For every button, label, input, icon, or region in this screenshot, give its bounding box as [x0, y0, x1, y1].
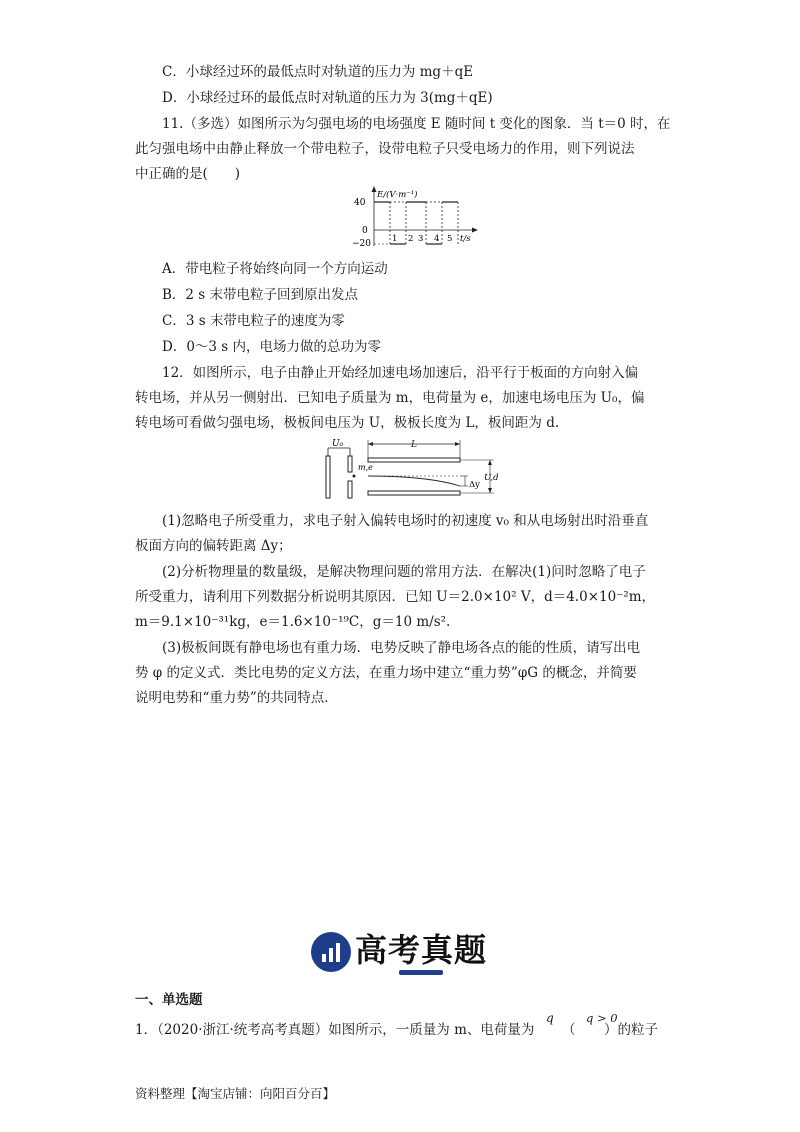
q10-option-d: D．小球经过环的最低点时对轨道的压力为 3(mg＋qE) [162, 90, 493, 106]
q10-option-c: C．小球经过环的最低点时对轨道的压力为 mg＋qE [162, 64, 474, 80]
section-q1-cond: q > 0 [586, 1011, 618, 1025]
q11-graph-ylabel: E/(V·m⁻¹) [377, 190, 418, 200]
q11-graph-y-top: 40 [354, 198, 366, 208]
q11-option-d: D．0～3 s 内，电场力做的总功为零 [162, 339, 382, 355]
q12-label-ud: U,d [484, 473, 499, 483]
q12-sub3-line1: (3)极板间既有静电场也有重力场．电势反映了静电场各点的能的性质，请写出电 [162, 640, 641, 656]
q12-sub1-line2: 板面方向的偏转距离 Δy； [135, 538, 292, 554]
q11-option-c: C．3 s 末带电粒子的速度为零 [162, 313, 345, 329]
q11-stem-line2: 此匀强电场中由静止释放一个带电粒子，设带电粒子只受电场力的作用，则下列说法 [135, 141, 635, 157]
section-q1-stem: 1．（2020·浙江·统考高考真题）如图所示，一质量为 m、电荷量为 [135, 1022, 535, 1038]
q11-graph-x-tick-1: 1 [392, 234, 398, 244]
q12-label-u0: U₀ [332, 439, 344, 449]
q12-deflection-diagram [318, 436, 508, 504]
q12-sub3-line2: 势 φ 的定义式．类比电势的定义方法，在重力场中建立“重力势”φG 的概念，并简要 [135, 665, 637, 681]
banner-title: 高考真题 [355, 931, 488, 969]
section-heading: 一、单选题 [135, 992, 203, 1008]
q11-graph-y-bottom: −20 [352, 239, 371, 249]
section-q1-q: q [546, 1011, 554, 1025]
q12-sub1-line1: (1)忽略电子所受重力，求电子射入偏转电场时的初速度 v₀ 和从电场射出时沿垂直 [162, 513, 649, 529]
section-q1-close: ）的粒子 [604, 1022, 658, 1038]
q11-graph-x-tick-4: 4 [434, 234, 440, 244]
q12-stem-line2: 转电场，并从另一侧射出．已知电子质量为 m，电荷量为 e，加速电场电压为 U₀，偏 [135, 390, 645, 406]
bar-chart-icon [311, 932, 351, 972]
gaokao-banner [311, 930, 491, 978]
q12-label-l: L [411, 440, 417, 450]
q12-sub2-line3: m＝9.1×10⁻³¹kg，e＝1.6×10⁻¹⁹C，g＝10 m/s². [135, 614, 451, 630]
q11-stem-line3: 中正确的是( ) [135, 166, 241, 182]
q11-graph-x-tick-2: 2 [408, 234, 414, 244]
q11-graph-x-tick-3: 3 [418, 234, 424, 244]
q12-stem-line3: 转电场可看做匀强电场，极板间电压为 U，极板长度为 L，板间距为 d. [135, 415, 560, 431]
q11-graph-y-zero: 0 [362, 226, 368, 236]
q12-stem-line1: 12．如图所示，电子由静止开始经加速电场加速后，沿平行于板面的方向射入偏 [162, 365, 639, 381]
q12-sub2-line1: (2)分析物理量的数量级，是解决物理问题的常用方法．在解决(1)问时忽略了电子 [162, 564, 646, 580]
footer-text: 资料整理【淘宝店铺：向阳百分百】 [135, 1086, 336, 1101]
q11-graph-xlabel: t/s [460, 234, 471, 244]
banner-underline [399, 970, 443, 975]
q11-option-a: A．带电粒子将始终向同一个方向运动 [162, 261, 388, 277]
q11-option-b: B．2 s 末带电粒子回到原出发点 [162, 287, 359, 303]
q12-label-dy: Δy [469, 480, 480, 490]
q12-sub3-line3: 说明电势和“重力势”的共同特点． [135, 690, 338, 706]
q11-graph-x-tick-5: 5 [447, 234, 453, 244]
q11-e-t-graph [352, 186, 482, 252]
section-q1-open: （ [562, 1022, 576, 1038]
q12-sub2-line2: 所受重力，请利用下列数据分析说明其原因．已知 U＝2.0×10² V，d＝4.0×10⁻²m， [135, 589, 656, 605]
q12-label-me: m,e [358, 463, 373, 472]
q11-stem-line1: 11.（多选）如图所示为匀强电场的电场强度 E 随时间 t 变化的图象．当 t＝0 时，在 [162, 116, 671, 132]
